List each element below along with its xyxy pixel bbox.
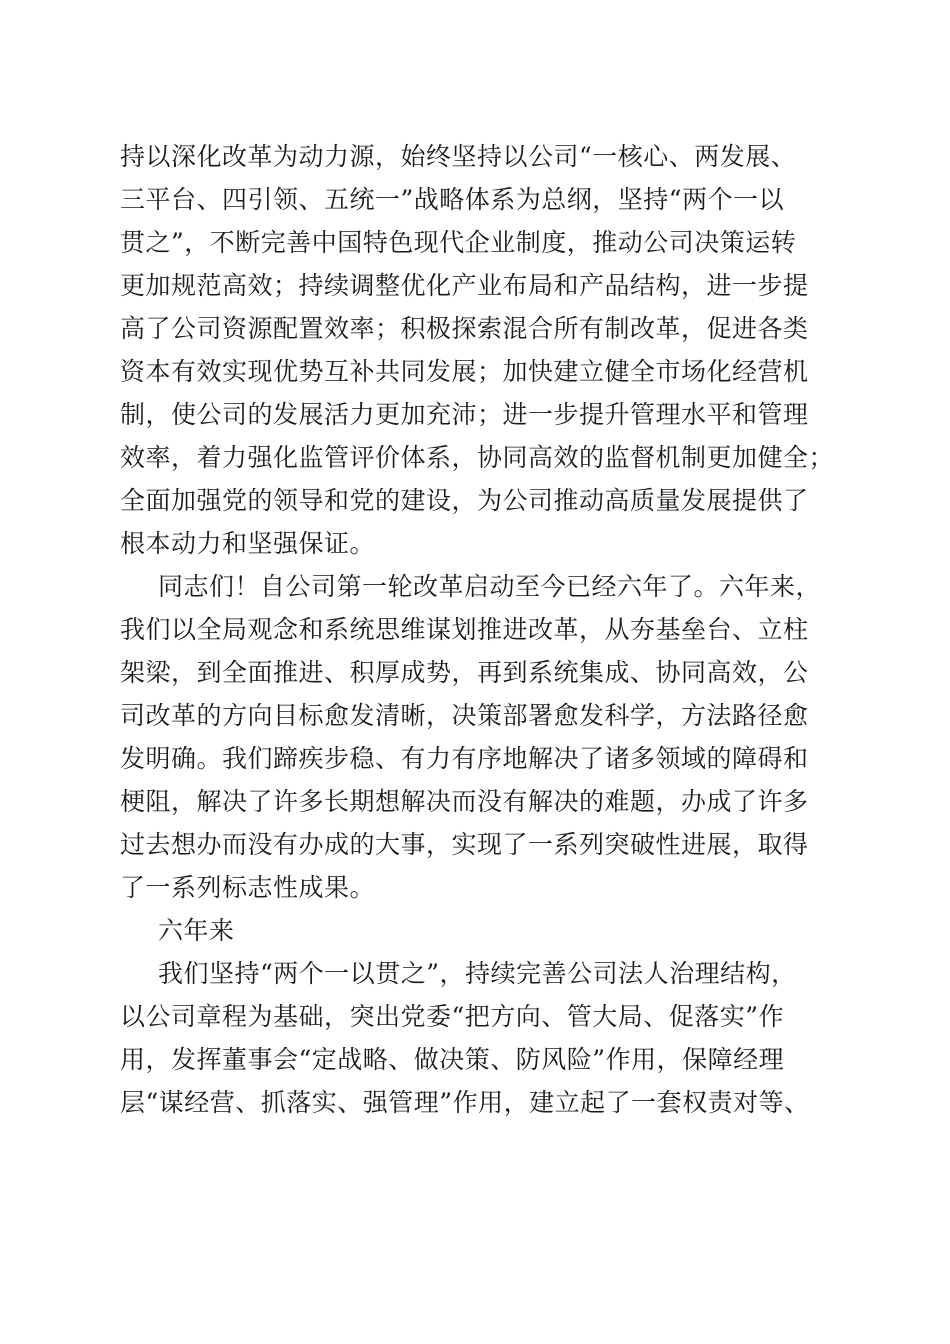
text-line: 全面加强党的领导和党的建设，为公司推动高质量发展提供了 [120,486,809,515]
text-line-indent: 同志们！自公司第一轮改革启动至今已经六年了。六年来， [158,572,822,601]
text-line: 发明确。我们蹄疾步稳、有力有序地解决了诸多领域的障碍和 [120,744,809,773]
text-line: 效率，着力强化监管评价体系，协同高效的监督机制更加健全； [120,443,835,472]
text-line: 以公司章程为基础，突出党委“把方向、管大局、促落实”作 [120,1002,785,1031]
text-line: 贯之”，不断完善中国特色现代企业制度，推动公司决策运转 [120,228,797,257]
text-line: 制，使公司的发展活力更加充沛；进一步提升管理水平和管理 [120,400,809,429]
text-line-indent: 我们坚持“两个一以贯之”，持续完善公司法人治理结构， [158,959,797,988]
text-line: 更加规范高效；持续调整优化产业布局和产品结构，进一步提 [120,271,809,300]
text-line: 梗阻，解决了许多长期想解决而没有解决的难题，办成了许多 [120,787,809,816]
text-line: 用，发挥董事会“定战略、做决策、防风险”作用，保障经理 [120,1045,785,1074]
text-line: 根本动力和坚强保证。 [120,529,376,558]
text-line: 司改革的方向目标愈发清晰，决策部署愈发科学，方法路径愈 [120,701,809,730]
text-line: 高了公司资源配置效率；积极探索混合所有制改革，促进各类 [120,314,809,343]
text-line: 三平台、四引领、五统一”战略体系为总纲，坚持“两个一以 [120,185,785,214]
text-line: 层“谋经营、抓落实、强管理”作用，建立起了一套权责对等、 [120,1088,810,1117]
text-line: 架梁，到全面推进、积厚成势，再到系统集成、协同高效，公 [120,658,809,687]
text-line: 过去想办而没有办成的大事，实现了一系列突破性进展，取得 [120,830,809,859]
text-line: 我们以全局观念和系统思维谋划推进改革，从夯基垒台、立柱 [120,615,809,644]
text-line: 了一系列标志性成果。 [120,873,376,902]
text-line: 资本有效实现优势互补共同发展；加快建立健全市场化经营机 [120,357,809,386]
section-heading: 六年来 [158,916,235,945]
text-line: 持以深化改革为动力源，始终坚持以公司“一核心、两发展、 [120,142,797,171]
